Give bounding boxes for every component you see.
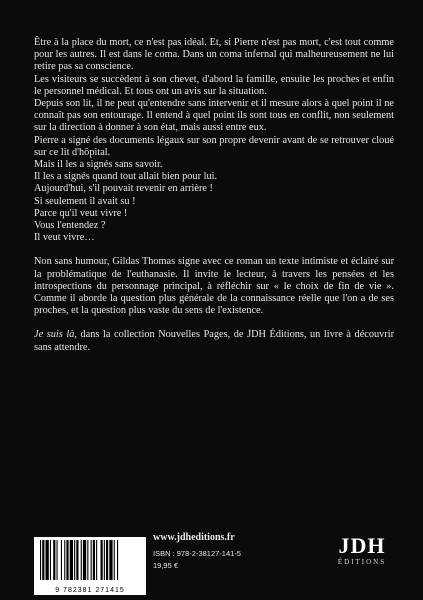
line-today: Aujourd'hui, s'il pouvait revenir en arrière ! [34, 183, 213, 195]
book-price: 19,95 € [153, 561, 179, 570]
publisher-website: www.jdheditions.fr [153, 532, 235, 543]
paragraph-visitors: Les visiteurs se succèdent à son chevet, d'abord la famille, ensuite les proches et enfin le personnel médical. Et tous ont un avis sur la situation. [34, 73, 394, 97]
publisher-logo [332, 534, 392, 566]
paragraph-gap [34, 244, 394, 256]
book-title: Je suis là [34, 329, 75, 341]
line-signed-without-knowing: Mais il les a signés sans savoir. [34, 159, 163, 171]
paragraph-intro: Être à la place du mort, ce n'est pas idéal. Et, si Pierre n'est pas mort, c'est tout comme pour les autres. Il est dans le coma. Dans un coma infernal qui malheureusement ne lui retire pas sa conscience. [34, 37, 394, 73]
publisher-info [153, 532, 241, 570]
barcode [34, 537, 146, 595]
barcode-number: 9 782381 271415 [55, 587, 125, 594]
isbn-number: ISBN : 978-2-38127-141-5 [153, 549, 241, 558]
paragraph-author-summary: Non sans humour, Gildas Thomas signe avec ce roman un texte intimiste et éclairé sur la problématique de l'euthanasie. Il invite le lecteur, à travers les pensées et les introspections du personnage principal, à réfléchir sur « le choix de fin de vie ». Comme il aborde la question plus générale de la connaissance réelle que l'on a de ses proches, et la question plus vaste du sens de l'existence. [34, 256, 394, 317]
line-wants-to-live: Parce qu'il veut vivre ! [34, 207, 128, 219]
collection-text: , dans la collection Nouvelles Pages, de JDH Éditions, un livre à découvrir sans attendre. [34, 329, 395, 353]
line-signed-when-fine: Il les a signés quand tout allait bien pour lui. [34, 171, 218, 183]
paragraph-documents: Pierre a signé des documents légaux sur son propre devenir avant de se retrouver cloué sur ce lit d'hôpital. [34, 134, 394, 158]
paragraph-collection [34, 329, 394, 353]
line-do-you-hear: Vous l'entendez ? [34, 220, 106, 232]
paragraph-bedside: Depuis son lit, il ne peut qu'entendre sans intervenir et il mesure alors à quel point il ne connaît pas son entourage. Il entend à quel point ils sont tous en conflit, non seulement sur la direction à donner à son état, mais aussi entre eux. [34, 98, 394, 134]
barcode-bars [34, 537, 146, 585]
line-he-wants-to-live: Il veut vivre… [34, 232, 95, 244]
line-if-only: Si seulement il avait su ! [34, 195, 136, 207]
logo-wordmark: JDH [338, 533, 386, 558]
paragraph-gap [34, 317, 394, 329]
logo-subtitle: ÉDITIONS [337, 558, 387, 566]
blurb-text [34, 37, 394, 354]
